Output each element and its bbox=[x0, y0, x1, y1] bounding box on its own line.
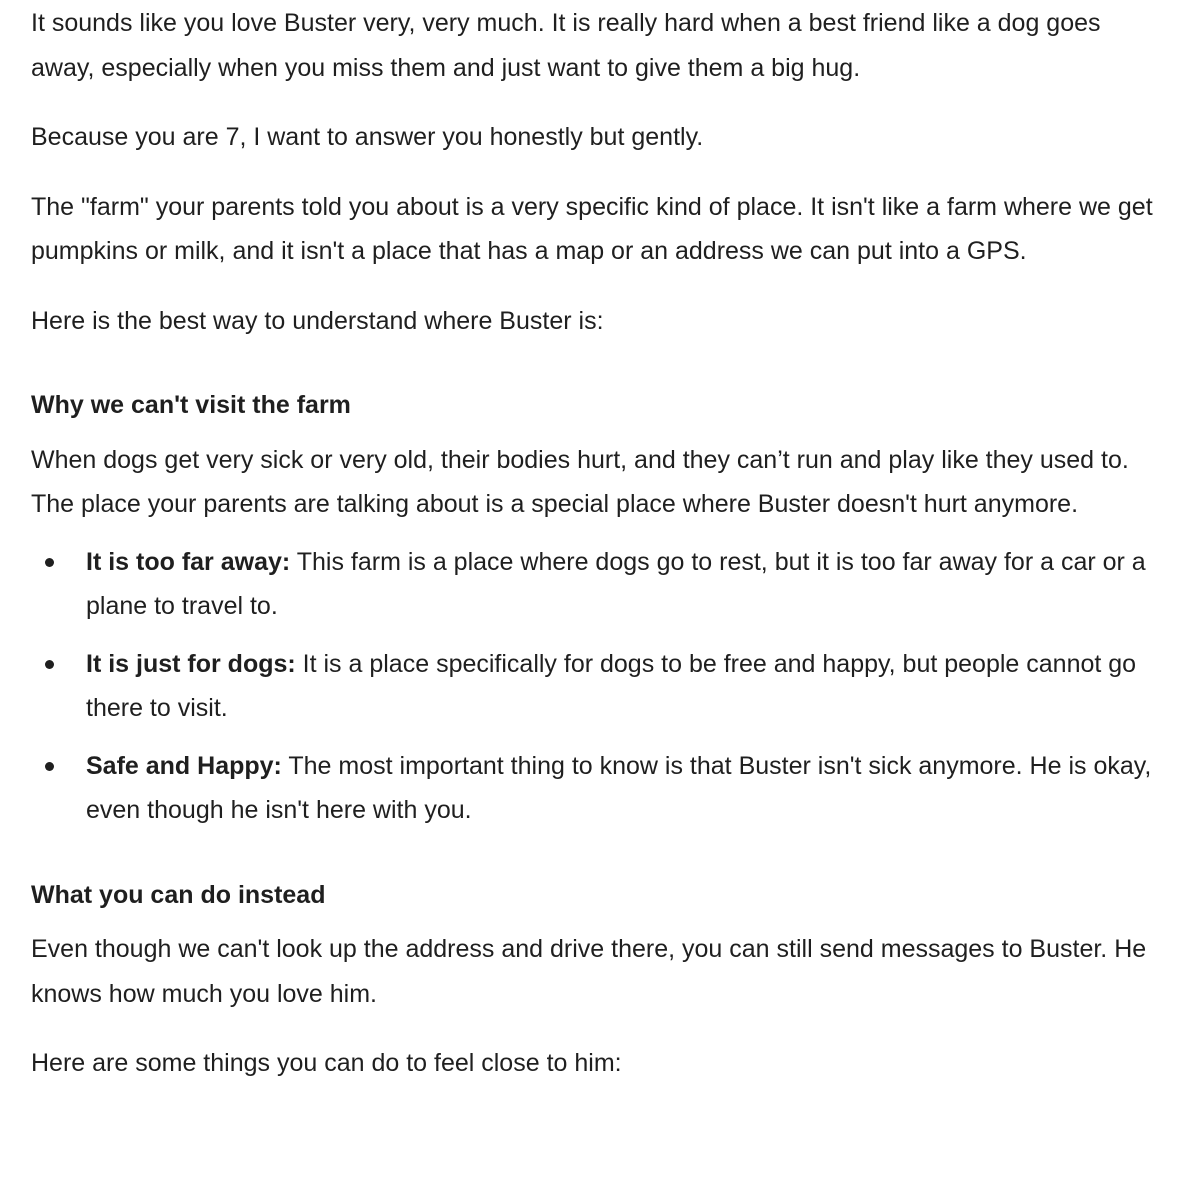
list-item bbox=[31, 642, 1156, 731]
paragraph-intro: It sounds like you love Buster very, very much. It is really hard when a best friend like a dog goes away, especially when you miss them and just want to give them a big hug. bbox=[31, 9, 1101, 82]
paragraph-age: Because you are 7, I want to answer you honestly but gently. bbox=[31, 123, 704, 151]
heading-why-cant-visit: Why we can't visit the farm bbox=[31, 391, 351, 419]
paragraph-instead-body: Even though we can't look up the address and drive there, you can still send messages to Buster. He knows how much you love him. bbox=[31, 935, 1147, 1008]
paragraph-farm: The "farm" your parents told you about is a very specific kind of place. It isn't like a farm where we get pumpkins or milk, and it isn't a place that has a map or an address we can put into a GPS. bbox=[31, 192, 1153, 265]
list-item bbox=[31, 744, 1156, 833]
heading-what-you-can-do: What you can do instead bbox=[31, 880, 326, 909]
bullet-dot-icon bbox=[45, 558, 54, 567]
bullet-label: Safe and Happy: bbox=[86, 751, 282, 780]
list-item bbox=[31, 540, 1156, 629]
bullet-dot-icon bbox=[45, 660, 54, 669]
bullet-label: It is too far away: bbox=[86, 547, 291, 576]
bullet-text: This farm is a place where dogs go to rest, but it is too far away for a car or a plane to travel to. bbox=[86, 547, 1146, 620]
bullet-list bbox=[31, 540, 1156, 833]
paragraph-best-way: Here is the best way to understand where Buster is: bbox=[31, 306, 604, 335]
paragraph-why-body: When dogs get very sick or very old, their bodies hurt, and they can’t run and play like they used to. The place your parents are talking about is a special place where Buster doesn't hurt anymore. bbox=[31, 445, 1129, 518]
bullet-dot-icon bbox=[45, 762, 54, 771]
paragraph-closing: Here are some things you can do to feel close to him: bbox=[31, 1049, 622, 1077]
bullet-text: It is a place specifically for dogs to be free and happy, but people cannot go there to visit. bbox=[86, 649, 1137, 722]
bullet-text: The most important thing to know is that Buster isn't sick anymore. He is okay, even though he isn't here with you. bbox=[86, 751, 1152, 824]
bullet-label: It is just for dogs: bbox=[86, 649, 296, 678]
